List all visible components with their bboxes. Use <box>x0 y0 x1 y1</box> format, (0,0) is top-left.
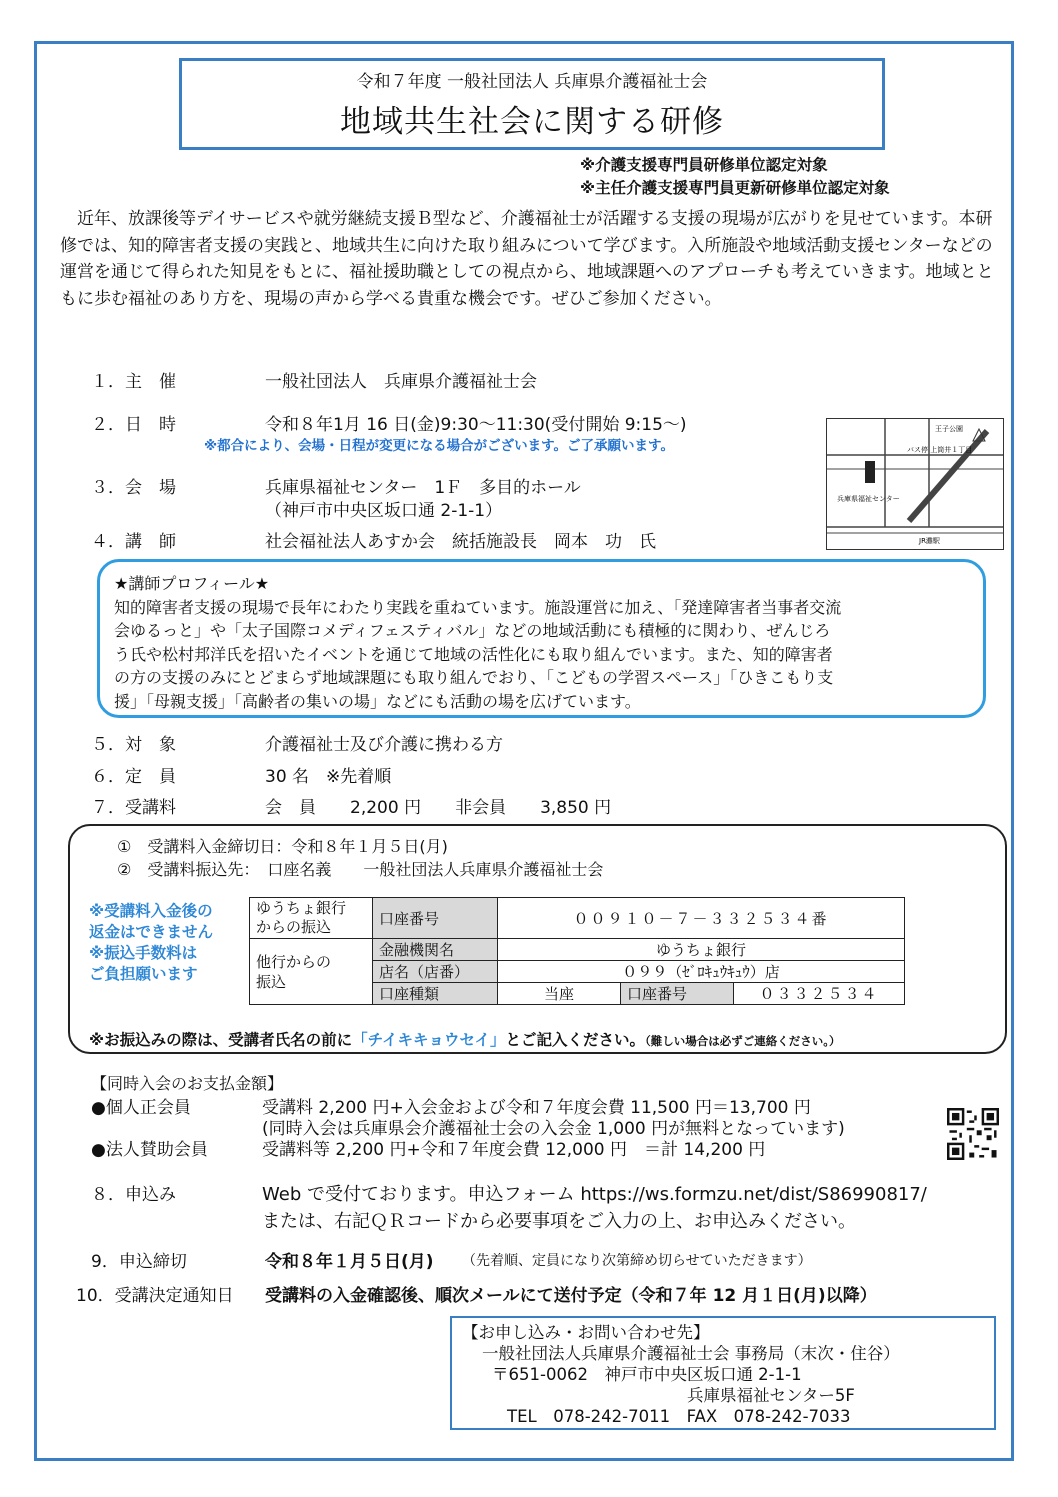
item-capacity-value: 30 名 ※先着順 <box>265 767 392 787</box>
item-datetime-note: ※都合により、会場・日程が変更になる場合がございます。ご了承願います。 <box>204 438 674 454</box>
profile-line: の方の支援のみにとどまらず地域課題にも取り組んでおり、「こどもの学習スペース」「ひきこもり支 <box>114 668 834 687</box>
inst-label-cell: 金融機関名 <box>373 939 498 961</box>
profile-heading: ★講師プロフィール★ <box>114 574 270 593</box>
yucho-label-1: ゆうちょ銀行 <box>256 899 347 917</box>
intro-text <box>60 206 1008 312</box>
payment-warnings <box>89 901 213 985</box>
bank-table <box>249 897 905 1005</box>
payment-account: ② 受講料振込先： 口座名義 一般社団法人兵庫県介護福祉士会 <box>117 860 604 879</box>
warning-line: ※受講料入金後の <box>89 902 213 920</box>
contact-heading: 【お申し込み・お問い合わせ先】 <box>462 1323 710 1342</box>
account-no-label-cell: 口座番号 <box>373 898 498 939</box>
deadline-note: （先着順、定員になり次第締め切らせていただきます） <box>462 1253 812 1269</box>
page-title: 地域共生社会に関する研修 <box>340 104 724 140</box>
item-venue-address: （神戸市中央区坂口通 2-1-1） <box>265 501 503 521</box>
deadline-value: 令和８年１月５日(月) <box>265 1252 434 1272</box>
membership-heading: 【同時入会のお支払金額】 <box>91 1074 284 1093</box>
payment-footer <box>89 1028 841 1050</box>
type-label-cell: 口座種類 <box>373 983 498 1005</box>
account-no-label-cell-2: 口座番号 <box>621 983 734 1005</box>
warning-line: ご負担願います <box>89 965 198 983</box>
cert-note-2: ※主任介護支援専門員更新研修単位認定対象 <box>580 179 890 197</box>
other-bank-label-cell <box>250 939 373 1005</box>
yucho-label-2: からの振込 <box>256 918 332 936</box>
title-box <box>179 58 885 150</box>
profile-line: 知的障害者支援の現場で長年にわたり実践を重ねています。施設運営に加え、「発達障害者当事者交流 <box>114 597 842 617</box>
cert-note-1: ※介護支援専門員研修単位認定対象 <box>580 156 828 174</box>
corporate-label: ●法人賛助会員 <box>91 1140 208 1160</box>
item-lecturer-label: ４．講 師 <box>91 532 176 552</box>
lecturer-profile <box>97 559 986 718</box>
deadline-label: 9．申込締切 <box>91 1252 187 1272</box>
branch-label-cell: 店名（店番） <box>373 961 498 983</box>
title-subtitle: 令和７年度 一般社団法人 兵庫県介護福祉士会 <box>356 72 708 92</box>
contact-building: 兵庫県福祉センター5F <box>687 1386 855 1405</box>
application-label: ８．申込み <box>91 1185 176 1205</box>
individual-label: ●個人正会員 <box>91 1098 191 1118</box>
payment-footer-post: とご記入ください。 <box>505 1031 646 1049</box>
contact-box <box>450 1316 996 1430</box>
map-drawing <box>827 419 1003 549</box>
item-lecturer-value: 社会福祉法人あすか会 統括施設長 岡本 功 氏 <box>265 532 656 552</box>
contact-address: 〒651-0062 神戸市中央区坂口通 2-1-1 <box>492 1365 802 1384</box>
payment-deadline: ① 受講料入金締切日：令和８年１月５日(月) <box>117 837 448 856</box>
profile-line: 援」「母親支援」「高齢者の集いの場」などにも活動の場を広げています。 <box>114 691 641 711</box>
item-organizer-value: 一般社団法人 兵庫県介護福祉士会 <box>265 372 537 392</box>
notice-label: 10．受講決定通知日 <box>76 1286 234 1306</box>
item-organizer-label: １．主 催 <box>91 372 176 392</box>
item-target-value: 介護福祉士及び介護に携わる方 <box>265 735 503 755</box>
item-datetime-value: 令和８年1月 16 日(金)9:30～11:30(受付開始 9:15～) <box>265 415 687 435</box>
corporate-value: 受講料等 2,200 円+令和７年度会費 12,000 円 ＝計 14,200 円 <box>262 1140 766 1160</box>
map-label-park: 王子公園 <box>935 425 963 433</box>
warning-line: 返金はできません <box>89 923 214 941</box>
item-datetime-label: ２．日 時 <box>91 415 176 435</box>
individual-note: (同時入会は兵庫県会介護福祉士会の入会金 1,000 円が無料となっています) <box>262 1119 845 1139</box>
item-target-label: ５．対 象 <box>91 735 176 755</box>
application-line-2: または、右記ＱＲコードから必要事項をご入力の上、お申込みください。 <box>262 1211 856 1232</box>
qr-code[interactable] <box>947 1108 999 1160</box>
yucho-account-value: ００９１０－７－３３２５３４番 <box>498 898 905 939</box>
type-value-cell: 当座 <box>498 983 621 1005</box>
map-label-station: JR灘駅 <box>919 537 940 545</box>
item-venue-label: ３．会 場 <box>91 478 176 498</box>
inst-value-cell: ゆうちょ銀行 <box>498 939 905 961</box>
profile-line: 会ゆるっと」や「太子国際コメディフェスティバル」などの地域活動にも積極的に関わり、ぜんじろ <box>114 621 831 640</box>
contact-org: 一般社団法人兵庫県介護福祉士会 事務局（末次・住谷） <box>482 1344 900 1363</box>
payment-footer-pre: ※お振込みの際は、受講者氏名の前に <box>89 1031 353 1049</box>
contact-phone: TEL 078-242-7011 FAX 078-242-7033 <box>507 1407 851 1426</box>
profile-line: う氏や松村邦洋氏を招いたイベントを通じて地域の活性化にも取り組んでいます。また、知的障害者 <box>114 644 833 664</box>
map-label-center: 兵庫県福祉センター <box>837 495 900 503</box>
other-label-2: 振込 <box>256 972 287 991</box>
notice-value: 受講料の入金確認後、順次メールにて送付予定（令和７年 12 月１日(月)以降） <box>265 1286 877 1306</box>
account-no-value-cell: ０３３２５３４ <box>734 983 905 1005</box>
intro-body: 近年、放課後等デイサービスや就労継続支援Ｂ型など、介護福祉士が活躍する支援の現場が広がりを見せています。本研修では、知的障害者支援の実践と、地域共生に向けた取り組みについて学びます。入所施設や地域活動支援センターなどの運営を通じて得られた知見をもとに、福祉援助職としての視点から、地域課題へのアプローチも考えていきます。地域とともに歩む福祉のあり方を、現場の声から学べる貴重な機会です。ぜひご参加ください。 <box>60 209 994 309</box>
map-label-bus: バス停 上筒井１丁目 <box>907 446 973 454</box>
venue-map <box>826 418 1004 550</box>
payment-footer-small: （難しい場合は必ずご連絡ください。） <box>645 1034 841 1048</box>
payment-footer-key: 「チイキキョウセイ」 <box>352 1031 506 1049</box>
certification-notes <box>580 154 890 200</box>
item-fee-value: 会 員 2,200 円 非会員 3,850 円 <box>265 798 612 818</box>
application-line-1[interactable]: Web で受付ております。申込フォーム https://ws.formzu.net/dist/S86990817/ <box>262 1184 927 1205</box>
item-venue-value: 兵庫県福祉センター 1Ｆ 多目的ホール <box>265 478 581 498</box>
individual-value: 受講料 2,200 円+入会金および令和７年度会費 11,500 円＝13,700 円 <box>262 1098 811 1118</box>
warning-line: ※振込手数料は <box>89 944 198 962</box>
yucho-label-cell <box>250 898 373 939</box>
item-capacity-label: ６．定 員 <box>91 767 176 787</box>
other-label-1: 他行からの <box>256 952 332 971</box>
branch-value-cell: ０９９（ｾﾞﾛｷｭｳｷｭｳ）店 <box>498 961 905 983</box>
item-fee-label: ７．受講料 <box>91 798 176 818</box>
